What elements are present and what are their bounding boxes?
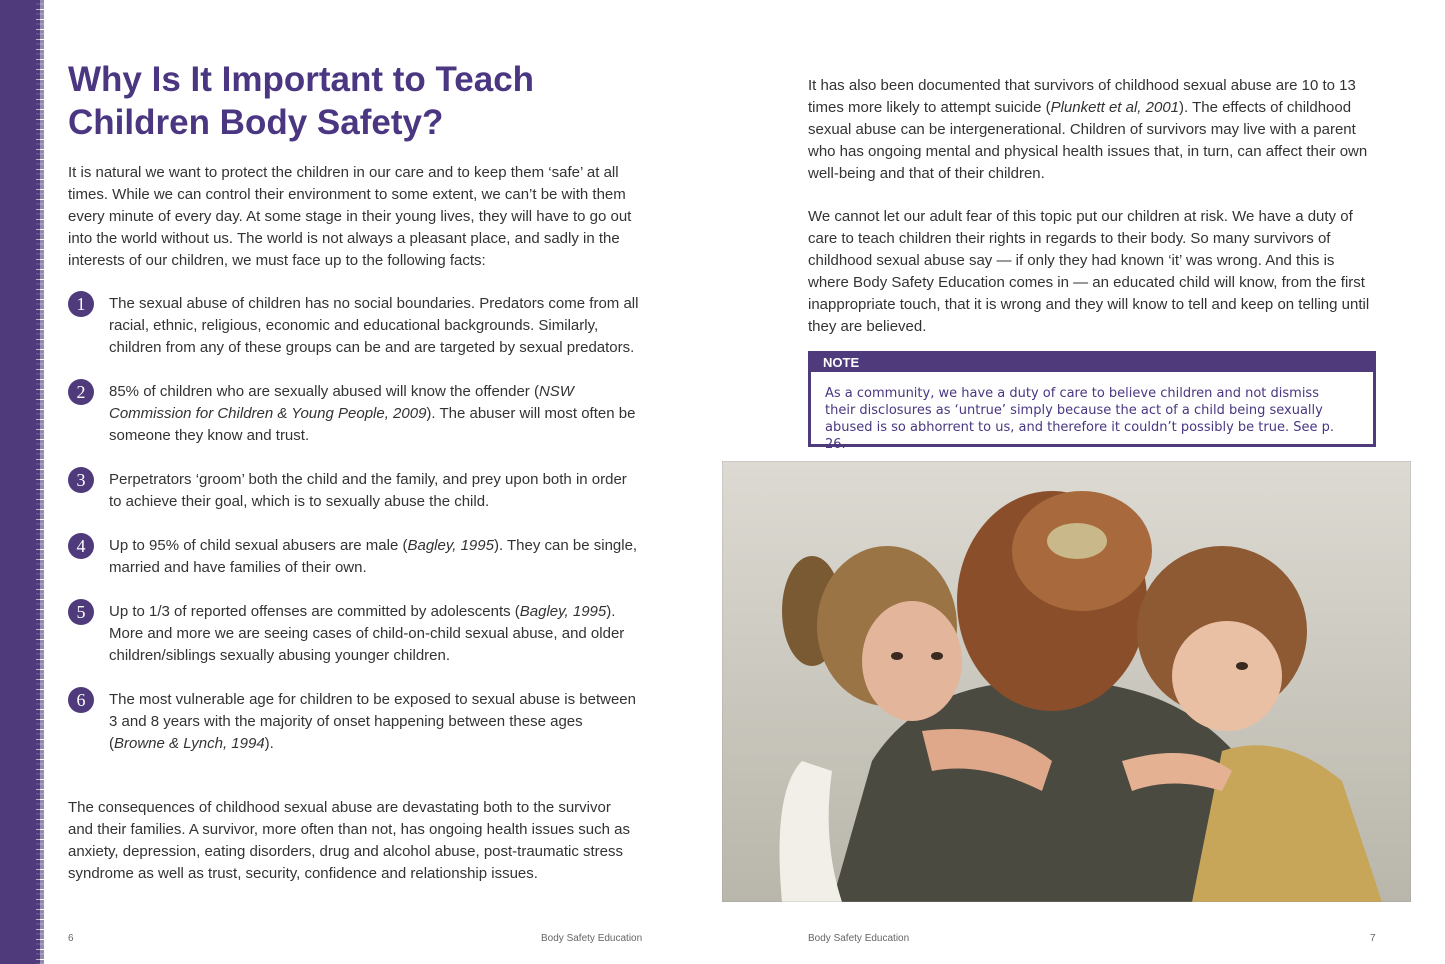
- page-title: Why Is It Important to Teach Children Body Safety?: [68, 60, 535, 142]
- fact-item: [68, 381, 648, 447]
- fact-item: [68, 601, 648, 667]
- fact-text: Up to 95% of child sexual abusers are male (Bagley, 1995). They can be single, married and have families of their own.: [109, 537, 638, 576]
- fact-text: 85% of children who are sexually abused will know the offender (NSW Commission for Children & Young People, 2009). The abuser will most often be someone they know and trust.: [109, 383, 636, 444]
- intro-paragraph: It is natural we want to protect the children in our care and to keep them ‘safe’ at all times. While we can control their environment to some extent, we can’t be with them every minute of every day. At some stage in their young lives, they will have to go out into the world without us. The world is not always a pleasant place, and sadly in the interests of our children, we must face up to the following facts:: [68, 164, 632, 269]
- suicide-paragraph: It has also been documented that survivors of childhood sexual abuse are 10 to 13 times more likely to attempt suicide (Plunkett et al, 2001). The effects of childhood sexual abuse can be intergenerational. Children of survivors may live with a parent who has ongoing mental and physical health issues that, in turn, can affect their own well-being and that of their children.: [808, 77, 1368, 182]
- number-badge: 1: [68, 291, 94, 317]
- footer-right: Body Safety Education: [808, 933, 910, 944]
- number-badge: 4: [68, 533, 94, 559]
- fact-item: [68, 469, 648, 513]
- citation: NSW Commission for Children & Young People, 2009: [109, 383, 574, 422]
- citation: Bagley, 1995: [519, 603, 607, 620]
- facts-list: [68, 293, 648, 755]
- consequences-paragraph: The consequences of childhood sexual abuse are devastating both to the survivor and their families. A survivor, more often than not, has ongoing health issues such as anxiety, depression, eating disorders, drug and alcohol abuse, post-traumatic stress syndrome as well as trust, security, confidence and relationship issues.: [68, 799, 630, 882]
- fact-item: [68, 535, 648, 579]
- number-badge: 5: [68, 599, 94, 625]
- number-badge: 3: [68, 467, 94, 493]
- fact-item: [68, 689, 648, 755]
- note-label: NOTE: [811, 354, 1373, 372]
- purple-spine: [0, 0, 40, 964]
- fact-text: Perpetrators ‘groom’ both the child and the family, and prey upon both in order to achieve their goal, which is to sexually abuse the child.: [109, 471, 627, 510]
- note-text: As a community, we have a duty of care to believe children and not dismiss their disclosures as ‘untrue’ simply because the act of a child being sexually abused is so abhorrent to us, and therefore it couldn’t possibly be true. See p. 26.: [825, 386, 1334, 452]
- family-hug-photo: [722, 461, 1411, 902]
- citation: Browne & Lynch, 1994: [114, 735, 265, 752]
- torn-edge: [36, 0, 44, 964]
- footer-left: Body Safety Education: [541, 933, 643, 944]
- duty-paragraph: We cannot let our adult fear of this topic put our children at risk. We have a duty of care to teach children their rights in regards to their body. So many survivors of childhood sexual abuse say — if only they had known ‘it’ was wrong. And this is where Body Safety Education comes in — an educated child will know, from the first inappropriate touch, that it is wrong and they will know to tell and keep on telling until they are believed.: [808, 208, 1370, 335]
- fact-text: The most vulnerable age for children to be exposed to sexual abuse is between 3 and 8 years with the majority of onset happening between these ages (Browne & Lynch, 1994).: [109, 691, 636, 752]
- citation: Bagley, 1995: [407, 537, 494, 554]
- fact-text: The sexual abuse of children has no social boundaries. Predators come from all racial, ethnic, religious, economic and educational backgrounds. Similarly, children from any of these groups can be and are targeted by sexual predators.: [109, 295, 639, 356]
- page-number-right: 7: [1370, 933, 1376, 944]
- citation: Plunkett et al, 2001: [1050, 99, 1180, 116]
- page-number-left: 6: [68, 933, 74, 944]
- note-box: [808, 351, 1376, 452]
- fact-text: Up to 1/3 of reported offenses are committed by adolescents (Bagley, 1995). More and more we are seeing cases of child-on-child sexual abuse, and older children/siblings sexually abusing younger children.: [109, 603, 625, 664]
- number-badge: 6: [68, 687, 94, 713]
- number-badge: 2: [68, 379, 94, 405]
- fact-item: [68, 293, 648, 359]
